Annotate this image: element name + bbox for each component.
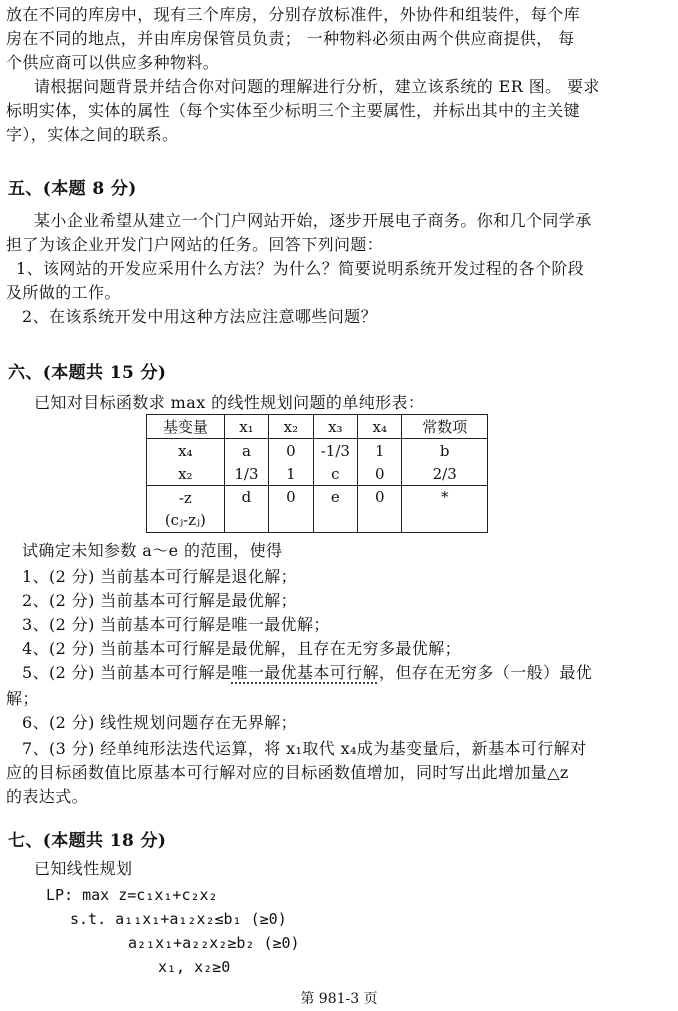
- simplex-table: [146, 414, 488, 533]
- section-6-item-5: [22, 662, 678, 684]
- header-constant: 常数项: [402, 415, 488, 439]
- section-6-intro: 已知对目标函数求 max 的线性规划问题的单纯形表：: [34, 393, 425, 412]
- section-6-item-7a: 7、(3 分) 经单纯形法迭代运算，将 x₁取代 x₄成为基变量后，新基本可行解对: [22, 739, 587, 758]
- section-6-ask: 试确定未知参数 a～e 的范围，使得: [22, 541, 283, 560]
- section-6-item-5-cont: 解；: [6, 689, 39, 708]
- cell: e: [313, 486, 358, 533]
- intro-line-5: 标明实体，实体的属性（每个实体至少标明三个主要属性，并标出其中的主关键: [6, 101, 581, 120]
- cell-objective-label: [147, 486, 225, 533]
- cell-constant: b: [402, 439, 488, 463]
- section-6-item-4: 4、(2 分) 当前基本可行解是最优解，且存在无穷多最优解；: [22, 639, 462, 658]
- cell: a: [224, 439, 269, 463]
- section-7-intro: 已知线性规划: [34, 859, 133, 878]
- section-5-para-1: 某小企业希望从建立一个门户网站开始，逐步开展电子商务。你和几个同学承: [34, 211, 592, 230]
- section-6-item-6: 6、(2 分) 线性规划问题存在无界解；: [22, 713, 298, 732]
- lp-objective: LP: max z=c₁x₁+c₂x₂: [46, 886, 218, 904]
- intro-line-3: 个供应商可以供应多种物料。: [6, 53, 220, 72]
- item-5-prefix: 5、(2 分) 当前基本可行解是: [22, 663, 232, 682]
- lp-constraint-2: a₂₁x₁+a₂₂x₂≥b₂ (≥0): [128, 934, 300, 952]
- cell: 0: [269, 439, 313, 463]
- section-6-item-7b: 应的目标函数值比原基本可行解对应的目标函数值增加，同时写出此增加量△z: [6, 763, 569, 782]
- header-x1: x₁: [224, 415, 269, 439]
- cell: 1: [358, 439, 402, 463]
- section-6-item-1: 1、(2 分) 当前基本可行解是退化解；: [22, 567, 298, 586]
- simplex-row-objective: [147, 486, 488, 533]
- intro-line-2: 房在不同的地点，并由库房保管员负责； 一种物料必须由两个供应商提供， 每: [6, 29, 575, 48]
- header-x4: x₄: [358, 415, 402, 439]
- item-5-emphasis: 唯一最优基本可行解: [231, 663, 380, 682]
- cell-basis: x₂: [147, 462, 225, 486]
- cell-constant: *: [402, 486, 488, 533]
- cell: 0: [269, 486, 313, 533]
- cell: c: [313, 462, 358, 486]
- objective-label-cj-zj: (cⱼ-zⱼ): [164, 511, 206, 529]
- lp-nonnegativity: x₁, x₂≥0: [158, 958, 231, 976]
- intro-line-1: 放在不同的库房中，现有三个库房，分别存放标准件，外协件和组装件，每个库: [6, 5, 581, 24]
- section-6-item-3: 3、(2 分) 当前基本可行解是唯一最优解；: [22, 615, 330, 634]
- simplex-row-x4: [147, 439, 488, 463]
- objective-label-z: -z: [178, 489, 192, 507]
- section-5-para-2: 担了为该企业开发门户网站的任务。回答下列问题：: [6, 235, 384, 254]
- cell: 1/3: [224, 462, 269, 486]
- section-5-question-1b: 及所做的工作。: [6, 283, 121, 302]
- intro-line-4: 请根据问题背景并结合你对问题的理解进行分析，建立该系统的 ER 图。 要求: [34, 77, 600, 96]
- cell: 1: [269, 462, 313, 486]
- header-basic-variable: 基变量: [147, 415, 225, 439]
- intro-line-6: 字），实体之间的联系。: [6, 125, 179, 144]
- header-x3: x₃: [313, 415, 358, 439]
- section-7-heading: 七、(本题共 18 分): [8, 831, 167, 851]
- cell-constant: 2/3: [402, 462, 488, 486]
- cell: 0: [358, 486, 402, 533]
- cell: 0: [358, 462, 402, 486]
- cell: d: [224, 486, 269, 533]
- simplex-header-row: [147, 415, 488, 439]
- cell: -1/3: [313, 439, 358, 463]
- section-5-heading: 五、(本题 8 分): [8, 179, 137, 199]
- section-6-item-2: 2、(2 分) 当前基本可行解是最优解；: [22, 591, 298, 610]
- cell-basis: x₄: [147, 439, 225, 463]
- header-x2: x₂: [269, 415, 313, 439]
- section-5-question-2: 2、在该系统开发中用这种方法应注意哪些问题？: [22, 307, 377, 326]
- lp-constraint-1: s.t. a₁₁x₁+a₁₂x₂≤b₁ (≥0): [70, 910, 287, 928]
- section-6-item-7c: 的表达式。: [6, 787, 89, 806]
- page-number: 第 981-3 页: [300, 991, 378, 1007]
- section-6-heading: 六、(本题共 15 分): [8, 363, 167, 383]
- simplex-row-x2: [147, 462, 488, 486]
- item-5-suffix: ，但存在无穷多（一般）最优: [379, 663, 593, 682]
- section-5-question-1a: 1、该网站的开发应采用什么方法？为什么？简要说明系统开发过程的各个阶段: [16, 259, 585, 278]
